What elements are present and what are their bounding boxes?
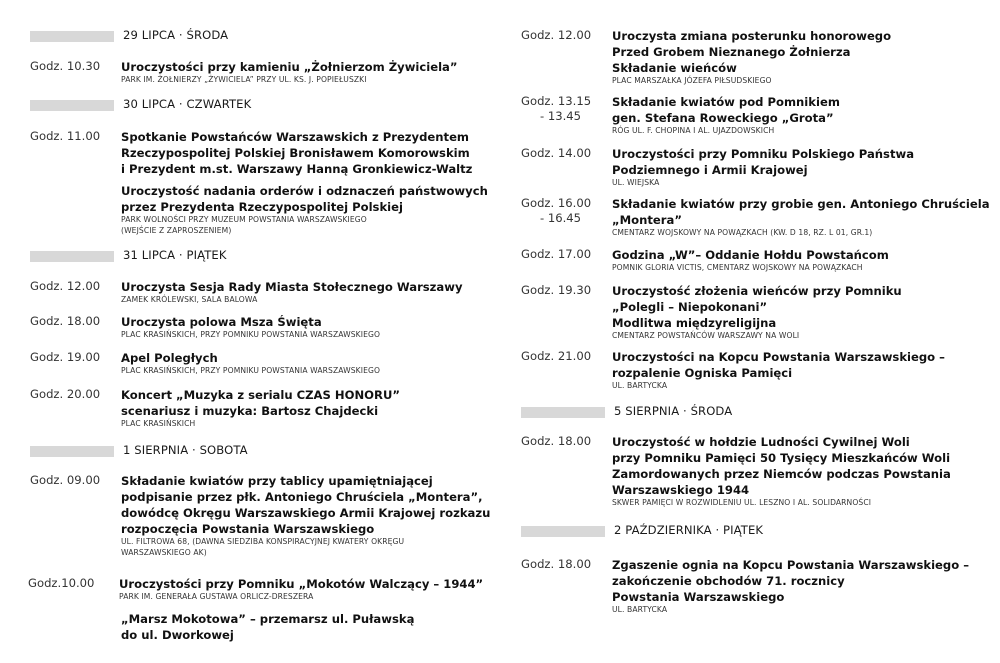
day-title: 1 SIERPNIA · SOBOTA bbox=[123, 443, 248, 457]
event-place bbox=[612, 178, 914, 189]
place-line: PARK IM. ŻOŁNIERZY „ŻYWICIELA” PRZY UL. KS. J. POPIEŁUSZKI bbox=[121, 75, 367, 84]
title-line: i Prezydent m.st. Warszawy Hanną Gronkiewicz-Waltz bbox=[121, 162, 473, 176]
place-line: UL. BARTYCKA bbox=[612, 381, 668, 390]
event-title bbox=[121, 611, 414, 643]
place-line: PARK WOLNOŚCI PRZY MUZEUM POWSTANIA WARSZAWSKIEGO bbox=[121, 215, 367, 224]
day-title: 30 LIPCA · CZWARTEK bbox=[123, 97, 252, 111]
event-place bbox=[121, 295, 463, 306]
place-line: PLAC KRASIŃSKICH, PRZY POMNIKU POWSTANIA WARSZAWSKIEGO bbox=[121, 366, 381, 375]
day-title: 29 LIPCA · ŚRODA bbox=[123, 28, 229, 42]
event-time: Godz. 12.00 bbox=[30, 279, 101, 293]
day-title: 5 SIERPNIA · ŚRODA bbox=[614, 404, 733, 418]
title-line: Zgaszenie ognia na Kopcu Powstania Warszawskiego – bbox=[612, 558, 970, 572]
day-title: 2 PAŹDZIERNIKA · PIĄTEK bbox=[614, 523, 764, 537]
event-time: Godz.10.00 bbox=[28, 576, 95, 590]
event-time: Godz. 11.00 bbox=[30, 129, 101, 143]
title-line: Powstania Warszawskiego bbox=[612, 590, 785, 604]
title-line: Uroczystości przy Pomniku Polskiego Państwa bbox=[612, 147, 915, 161]
event-place bbox=[121, 215, 488, 236]
title-line: Składanie kwiatów pod Pomnikiem bbox=[612, 95, 840, 109]
event-title bbox=[612, 196, 990, 228]
title-line: Spotkanie Powstańców Warszawskich z Prezydentem bbox=[121, 130, 470, 144]
title-line: Godzina „W”– Oddanie Hołdu Powstańcom bbox=[612, 248, 889, 262]
event-place bbox=[121, 75, 458, 86]
event-time bbox=[521, 196, 591, 225]
day-bar bbox=[30, 100, 114, 111]
day-bar bbox=[30, 446, 114, 457]
title-line: Przed Grobem Nieznanego Żołnierza bbox=[612, 45, 851, 59]
event-place bbox=[612, 381, 945, 392]
title-line: podpisanie przez płk. Antoniego Chruściela „Montera”, bbox=[121, 490, 483, 504]
title-line: Uroczystości przy Pomniku „Mokotów Walczący – 1944” bbox=[119, 577, 484, 591]
event-place bbox=[612, 605, 969, 616]
title-line: rozpoczęcia Powstania Warszawskiego bbox=[121, 522, 375, 536]
day-bar bbox=[521, 526, 605, 537]
place-line: RÓG UL. F. CHOPINA I AL. UJAZDOWSKICH bbox=[612, 126, 775, 135]
event-title bbox=[612, 557, 969, 605]
event-body bbox=[612, 146, 914, 189]
event-time: Godz. 10.30 bbox=[30, 59, 101, 73]
place-line: SKWER PAMIĘCI W ROZWIDLENIU UL. LESZNO I AL. SOLIDARNOŚCI bbox=[612, 498, 872, 507]
event-body bbox=[612, 349, 945, 392]
title-line: scenariusz i muzyka: Bartosz Chajdecki bbox=[121, 404, 379, 418]
event-time bbox=[521, 247, 591, 261]
event-body bbox=[612, 434, 951, 509]
time-end: - 13.45 bbox=[540, 109, 582, 123]
event-title bbox=[612, 349, 945, 381]
title-line: „Polegli – Niepokonani” bbox=[612, 300, 768, 314]
title-line: Uroczystość złożenia wieńców przy Pomniku bbox=[612, 284, 902, 298]
title-line: Warszawskiego 1944 bbox=[612, 483, 750, 497]
event-body bbox=[612, 247, 889, 274]
title-line: przez Prezydenta Rzeczypospolitej Polskiej bbox=[121, 200, 403, 214]
time-start: Godz. 18.00 bbox=[521, 557, 592, 571]
title-line: rozpalenie Ogniska Pamięci bbox=[612, 366, 793, 380]
place-line: CMENTARZ WOJSKOWY NA POWĄZKACH (KW. D 18, RZ. L 01, GR.1) bbox=[612, 228, 873, 237]
title-line: Modlitwa międzyreligijna bbox=[612, 316, 777, 330]
title-line: „Montera” bbox=[612, 213, 682, 227]
title-line: Uroczystości przy kamieniu „Żołnierzom Żywiciela” bbox=[121, 60, 458, 74]
place-line: UL. FILTROWA 68, (DAWNA SIEDZIBA KONSPIRACYJNEJ KWATERY OKRĘGU bbox=[121, 537, 405, 546]
event-place bbox=[612, 498, 951, 509]
event-title bbox=[121, 314, 380, 330]
day-bar bbox=[521, 407, 605, 418]
event-title bbox=[612, 283, 902, 331]
place-line: PARK IM. GENERAŁA GUSTAWA ORLICZ-DRESZERA bbox=[119, 592, 314, 601]
event-title bbox=[612, 28, 891, 76]
event-title bbox=[121, 387, 400, 419]
event-time: Godz. 19.00 bbox=[30, 350, 101, 364]
title-line: Zamordowanych przez Niemców podczas Powstania bbox=[612, 467, 951, 481]
title-line: Apel Poległych bbox=[121, 351, 218, 365]
event-body bbox=[612, 283, 902, 342]
title-line: Koncert „Muzyka z serialu CZAS HONORU” bbox=[121, 388, 400, 402]
title-line: Podziemnego i Armii Krajowej bbox=[612, 163, 808, 177]
event-title bbox=[121, 473, 490, 537]
place-line: CMENTARZ POWSTAŃCÓW WARSZAWY NA WOLI bbox=[612, 331, 800, 340]
event-title bbox=[121, 183, 488, 215]
title-line: do ul. Dworkowej bbox=[121, 628, 234, 642]
time-start: Godz. 17.00 bbox=[521, 247, 592, 261]
event-place bbox=[121, 330, 380, 341]
event-place bbox=[612, 126, 840, 137]
event-time bbox=[521, 146, 591, 160]
event-title bbox=[612, 146, 914, 178]
event-time bbox=[521, 283, 591, 297]
event-place bbox=[612, 263, 889, 274]
title-line: Składanie wieńców bbox=[612, 61, 737, 75]
event-place bbox=[119, 592, 483, 603]
event-body bbox=[121, 350, 380, 377]
event-title bbox=[121, 350, 380, 366]
event-time: Godz. 20.00 bbox=[30, 387, 101, 401]
day-title: 31 LIPCA · PIĄTEK bbox=[123, 248, 227, 262]
event-time bbox=[521, 94, 591, 123]
title-line: Uroczysta Sesja Rady Miasta Stołecznego Warszawy bbox=[121, 280, 463, 294]
event-place bbox=[121, 366, 380, 377]
event-time bbox=[521, 28, 591, 42]
event-title bbox=[119, 576, 483, 592]
place-line: PLAC KRASIŃSKICH bbox=[121, 419, 196, 428]
event-place bbox=[612, 228, 990, 239]
event-time: Godz. 18.00 bbox=[30, 314, 101, 328]
title-line: Uroczysta polowa Msza Święta bbox=[121, 315, 322, 329]
place-line: PLAC MARSZAŁKA JÓZEFA PIŁSUDSKIEGO bbox=[612, 76, 772, 85]
time-start: Godz. 18.00 bbox=[521, 434, 592, 448]
event-body bbox=[121, 279, 463, 306]
title-line: Uroczystość w hołdzie Ludności Cywilnej Woli bbox=[612, 435, 910, 449]
title-line: Uroczystość nadania orderów i odznaczeń państwowych bbox=[121, 184, 488, 198]
event-title bbox=[612, 434, 951, 498]
place-line: WARSZAWSKIEGO AK) bbox=[121, 547, 207, 557]
place-line: (WEJŚCIE Z ZAPROSZENIEM) bbox=[121, 225, 232, 235]
event-place bbox=[612, 331, 902, 342]
day-bar bbox=[30, 31, 114, 42]
event-body bbox=[612, 196, 990, 239]
event-place bbox=[121, 419, 400, 430]
time-start: Godz. 16.00 bbox=[521, 196, 592, 210]
event-body bbox=[121, 611, 414, 643]
time-start: Godz. 19.30 bbox=[521, 283, 592, 297]
title-line: gen. Stefana Roweckiego „Grota” bbox=[612, 111, 834, 125]
event-title bbox=[121, 59, 458, 75]
event-body bbox=[119, 576, 483, 603]
title-line: dowódcę Okręgu Warszawskiego Armii Krajowej rozkazu bbox=[121, 506, 491, 520]
event-body bbox=[121, 183, 488, 236]
time-start: Godz. 13.15 bbox=[521, 94, 592, 108]
event-place bbox=[612, 76, 891, 87]
day-bar bbox=[30, 251, 114, 262]
event-body bbox=[121, 314, 380, 341]
event-title bbox=[612, 247, 889, 263]
place-line: POMNIK GLORIA VICTIS, CMENTARZ WOJSKOWY NA POWĄZKACH bbox=[612, 263, 863, 272]
event-body bbox=[121, 129, 472, 177]
event-body bbox=[612, 28, 891, 87]
title-line: Rzeczypospolitej Polskiej Bronisławem Komorowskim bbox=[121, 146, 470, 160]
event-body bbox=[612, 557, 969, 616]
title-line: przy Pomniku Pamięci 50 Tysięcy Mieszkańców Woli bbox=[612, 451, 951, 465]
event-time bbox=[521, 349, 591, 363]
title-line: Uroczystości na Kopcu Powstania Warszawskiego – bbox=[612, 350, 945, 364]
place-line: UL. WIEJSKA bbox=[612, 178, 660, 187]
event-body bbox=[612, 94, 840, 137]
event-title bbox=[612, 94, 840, 126]
time-end: - 16.45 bbox=[540, 211, 582, 225]
event-body bbox=[121, 473, 490, 558]
event-time: Godz. 09.00 bbox=[30, 473, 101, 487]
event-title bbox=[121, 129, 472, 177]
place-line: UL. BARTYCKA bbox=[612, 605, 668, 614]
event-body bbox=[121, 387, 400, 430]
event-time bbox=[521, 557, 591, 571]
title-line: Składanie kwiatów przy tablicy upamiętniającej bbox=[121, 474, 433, 488]
title-line: „Marsz Mokotowa” – przemarsz ul. Puławską bbox=[121, 612, 415, 626]
place-line: PLAC KRASIŃSKICH, PRZY POMNIKU POWSTANIA WARSZAWSKIEGO bbox=[121, 330, 381, 339]
event-title bbox=[121, 279, 463, 295]
time-start: Godz. 14.00 bbox=[521, 146, 592, 160]
time-start: Godz. 21.00 bbox=[521, 349, 592, 363]
event-body bbox=[121, 59, 458, 86]
event-time bbox=[521, 434, 591, 448]
title-line: Uroczysta zmiana posterunku honorowego bbox=[612, 29, 892, 43]
title-line: zakończenie obchodów 71. rocznicy bbox=[612, 574, 845, 588]
time-start: Godz. 12.00 bbox=[521, 28, 592, 42]
event-place bbox=[121, 537, 490, 558]
title-line: Składanie kwiatów przy grobie gen. Antoniego Chruściela bbox=[612, 197, 990, 211]
place-line: ZAMEK KRÓLEWSKI, SALA BALOWA bbox=[121, 295, 258, 304]
